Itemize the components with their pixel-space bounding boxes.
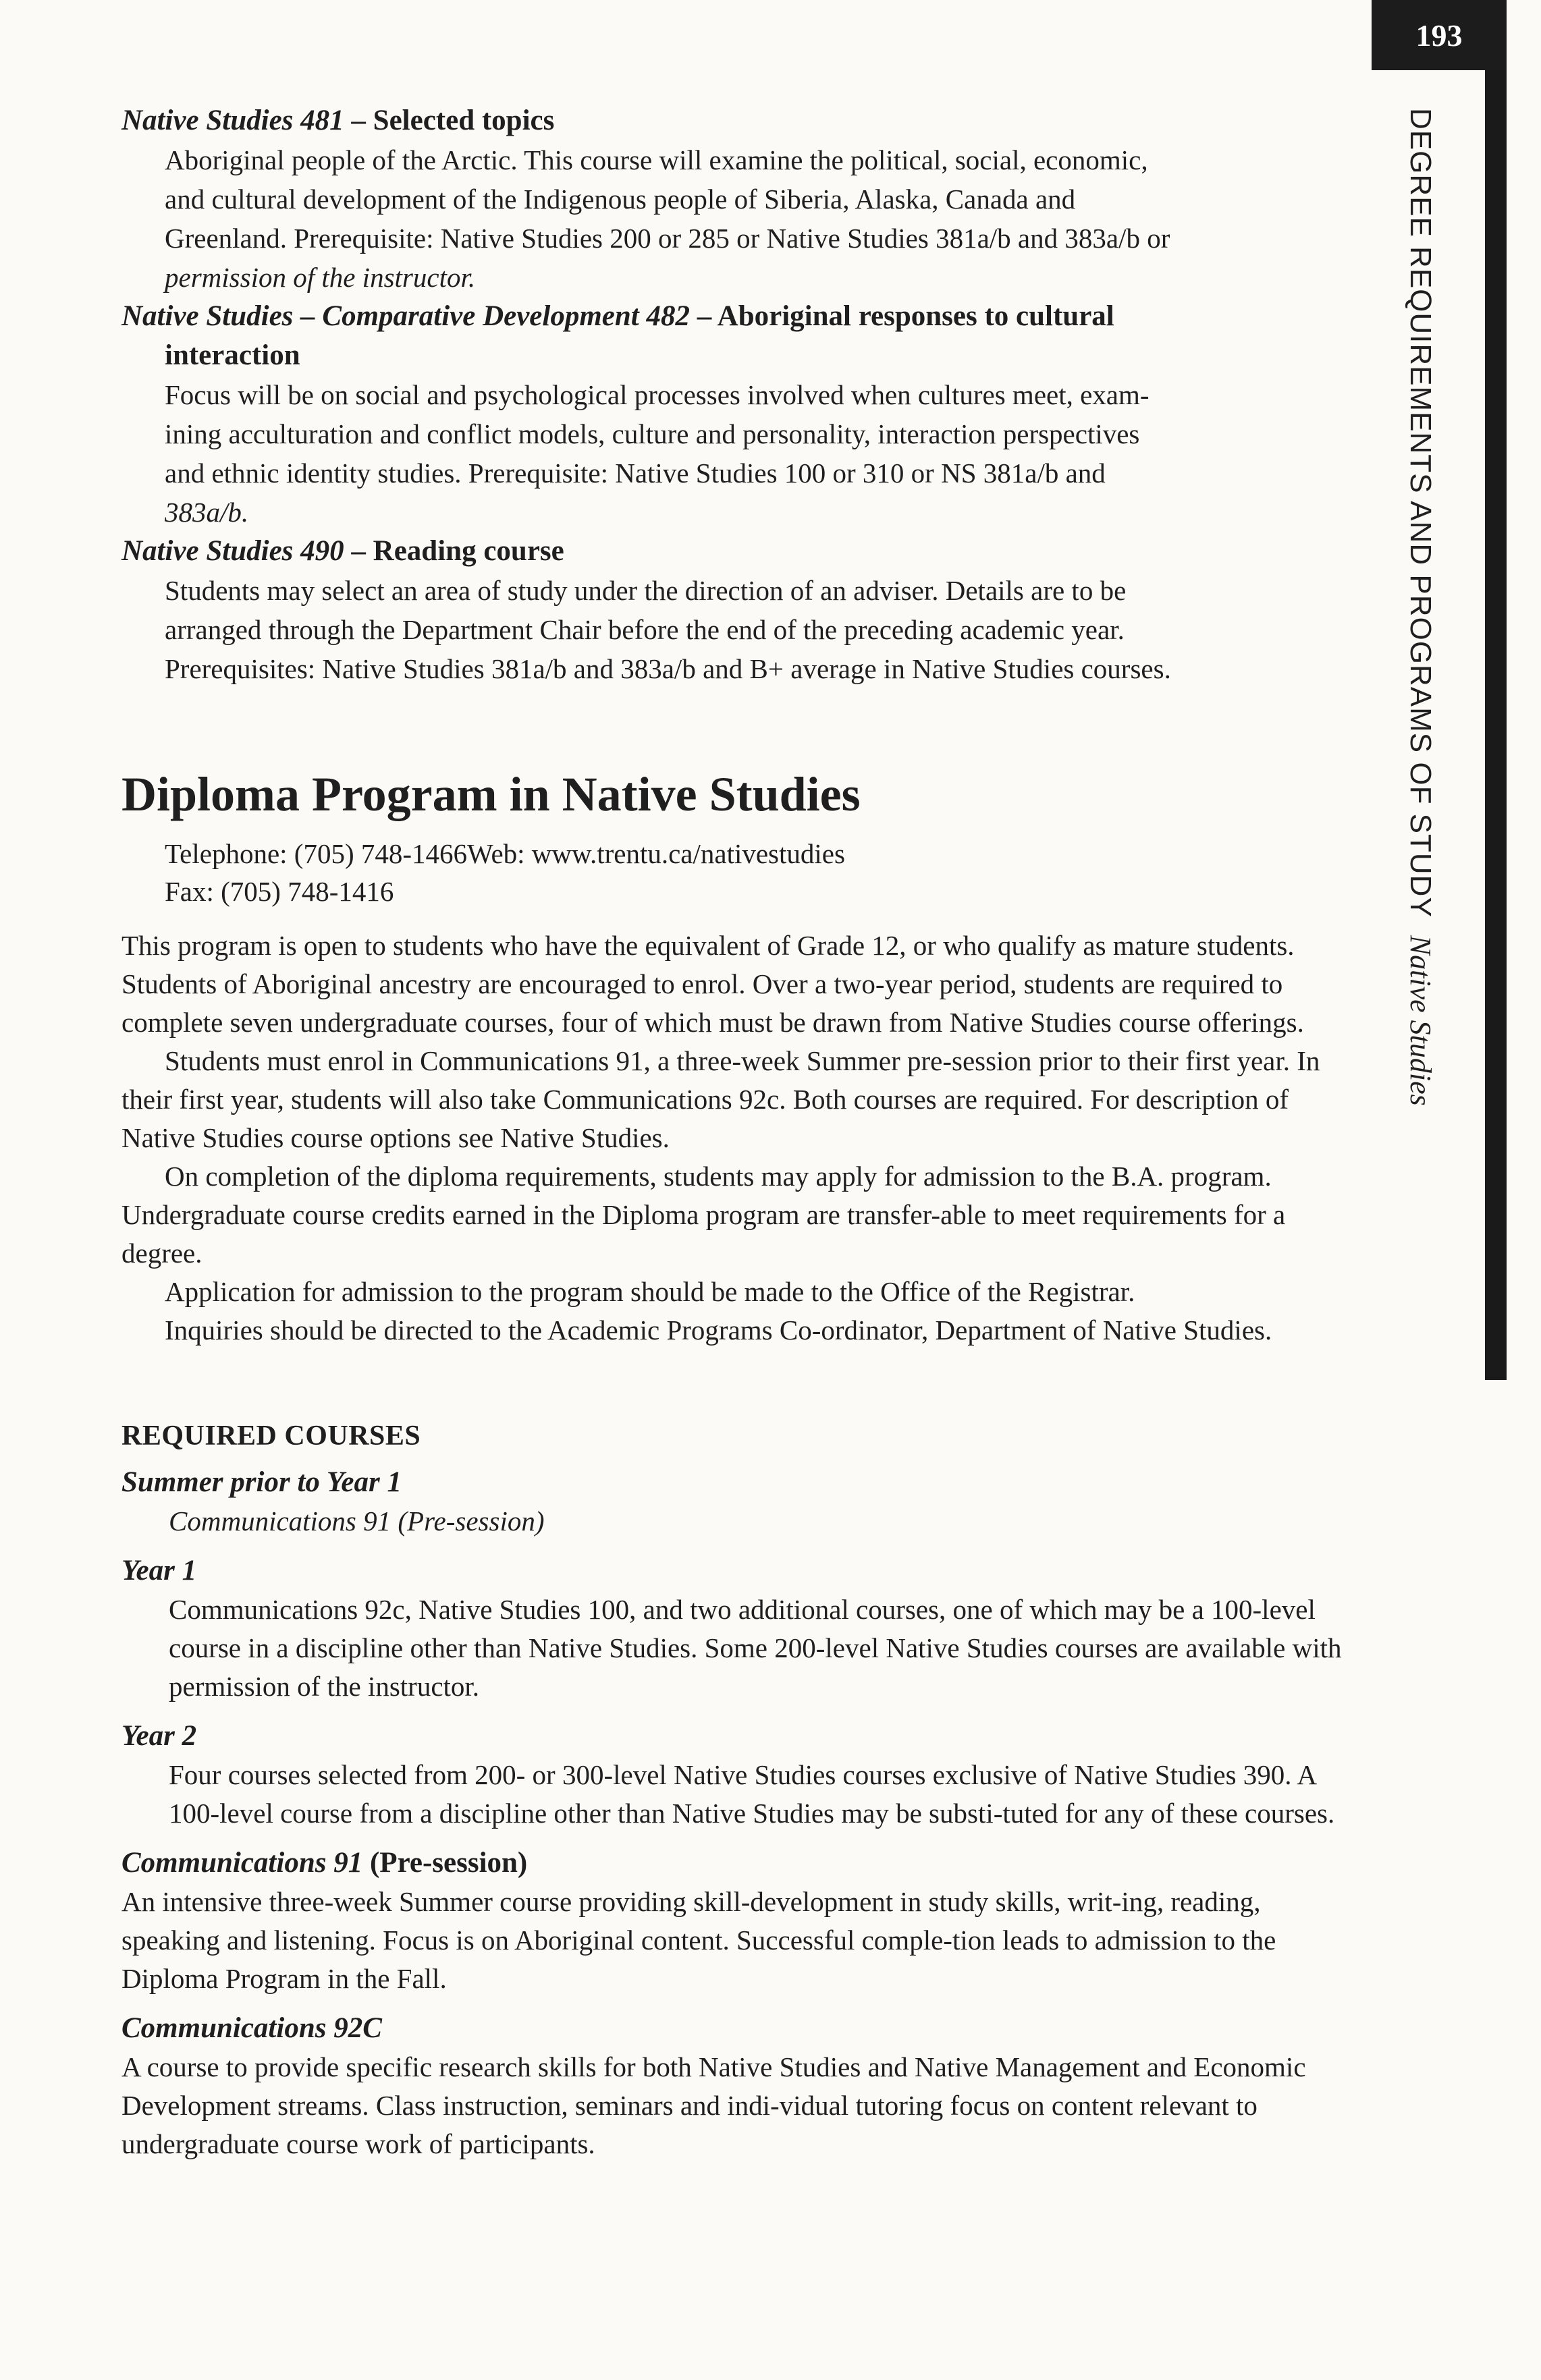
paragraph: Students must enrol in Communications 91, a three-week Summer pre-session prior to their first year. In their first year, students will also take Communications 92c. Both courses are required. For description of Native Studies course options see Native Studies. [121,1045,1320,1153]
requirement-label: Summer prior to Year 1 [121,1466,402,1498]
course-title: Native Studies 490 – Reading course [121,535,564,567]
course-title: Native Studies – Comparative Development 482 – Aboriginal responses to cultural [121,300,1114,332]
course-entry [121,297,1363,532]
course-name: Reading course [373,535,564,567]
course-code: Native Studies 481 [121,105,344,136]
tab-bar [1485,70,1507,1380]
section-heading: Diploma Program in Native Studies [121,767,861,821]
course-description: Students may select an area of study under the direction of an adviser. Details are to be arranged through the Department Chair before the end of the preceding academic year. Prerequisites: Native Studies 381a/b and 383a/b and B+ average in Native Studies courses. [165,575,1171,684]
course-name: Selected topics [373,105,555,136]
requirement-text: An intensive three-week Summer course providing skill-development in study skills, writ-ing, reading, speaking and listening. Focus is on Aboriginal content. Successful comple-tion leads to admission to the Diploma Program in the Fall. [121,1886,1276,1994]
course-description: Focus will be on social and psychological processes involved when cultures meet, exam- ining acculturation and conflict models, culture and personality, interaction perspectives and ethnic identity studies. Prerequisite: Native Studies 100 or 310 or NS 381a/b and 383a/b. [165,379,1150,528]
web-link[interactable]: Web: www.trentu.ca/nativestudies [467,838,845,869]
page-number: 193 [1372,0,1507,70]
required-courses-heading: REQUIRED COURSES [121,1420,421,1451]
paragraph: Application for admission to the program should be made to the Office of the Registrar. [165,1276,1135,1307]
course-entry [121,101,1363,297]
requirement-label: Communications 91 (Pre-session) [121,1847,528,1879]
requirement-label: Communications 92C [121,2012,382,2044]
requirement-text: Communications 92c, Native Studies 100, and two additional courses, one of which may be a 100-level course in a discipline other than Native Studies. Some 200-level Native Studies courses are available with permission of the instructor. [169,1594,1342,1702]
requirement-label: Year 2 [121,1720,197,1752]
section-tab [1372,0,1507,1380]
course-code: Native Studies 490 [121,535,344,567]
main-content [121,101,1363,2163]
contact-info [165,835,1363,910]
course-description: Aboriginal people of the Arctic. This course will examine the political, social, economic, and cultural development of the Indigenous people of Siberia, Alaska, Canada and Greenland. Prerequisite: Native Studies 200 or 285 or Native Studies 381a/b and 383a/b or permission of the instructor. [165,144,1170,293]
requirement-label: Year 1 [121,1555,197,1586]
course-name: Aboriginal responses to cultural [717,300,1114,332]
course-name-cont: interaction [165,339,300,371]
telephone: Telephone: (705) 748-1466 [165,838,468,869]
tab-section: DEGREE REQUIREMENTS AND PROGRAMS OF STUDY [1404,108,1437,918]
paragraph: Inquiries should be directed to the Academic Programs Co-ordinator, Department of Native Studies. [165,1314,1272,1346]
fax: Fax: (705) 748-1416 [165,876,394,907]
tab-subsection: Native Studies [1404,935,1437,1106]
requirement-text: Communications 91 (Pre-session) [169,1505,545,1537]
paragraph: This program is open to students who have the equivalent of Grade 12, or who qualify as mature students. Students of Aboriginal ancestry are encouraged to enrol. Over a two-year period, students are required to complete seven undergraduate courses, four of which must be drawn from Native Studies course offerings. [121,930,1304,1038]
course-code: Native Studies – Comparative Development 482 [121,300,690,332]
paragraph: On completion of the diploma requirements, students may apply for admission to the B.A. program. Undergraduate course credits earned in the Diploma program are transfer-able to meet requirements for a degree. [121,1161,1286,1269]
course-title: Native Studies 481 – Selected topics [121,105,555,136]
requirement-text: Four courses selected from 200- or 300-level Native Studies courses exclusive of Native Studies 390. A 100-level course from a discipline other than Native Studies may be substi-tuted for any of these courses. [169,1759,1335,1829]
course-entry [121,532,1363,688]
requirement-text: A course to provide specific research skills for both Native Studies and Native Management and Economic Development streams. Class instruction, seminars and indi-vidual tutoring focus on content relevant to undergraduate course work of participants. [121,2051,1306,2159]
